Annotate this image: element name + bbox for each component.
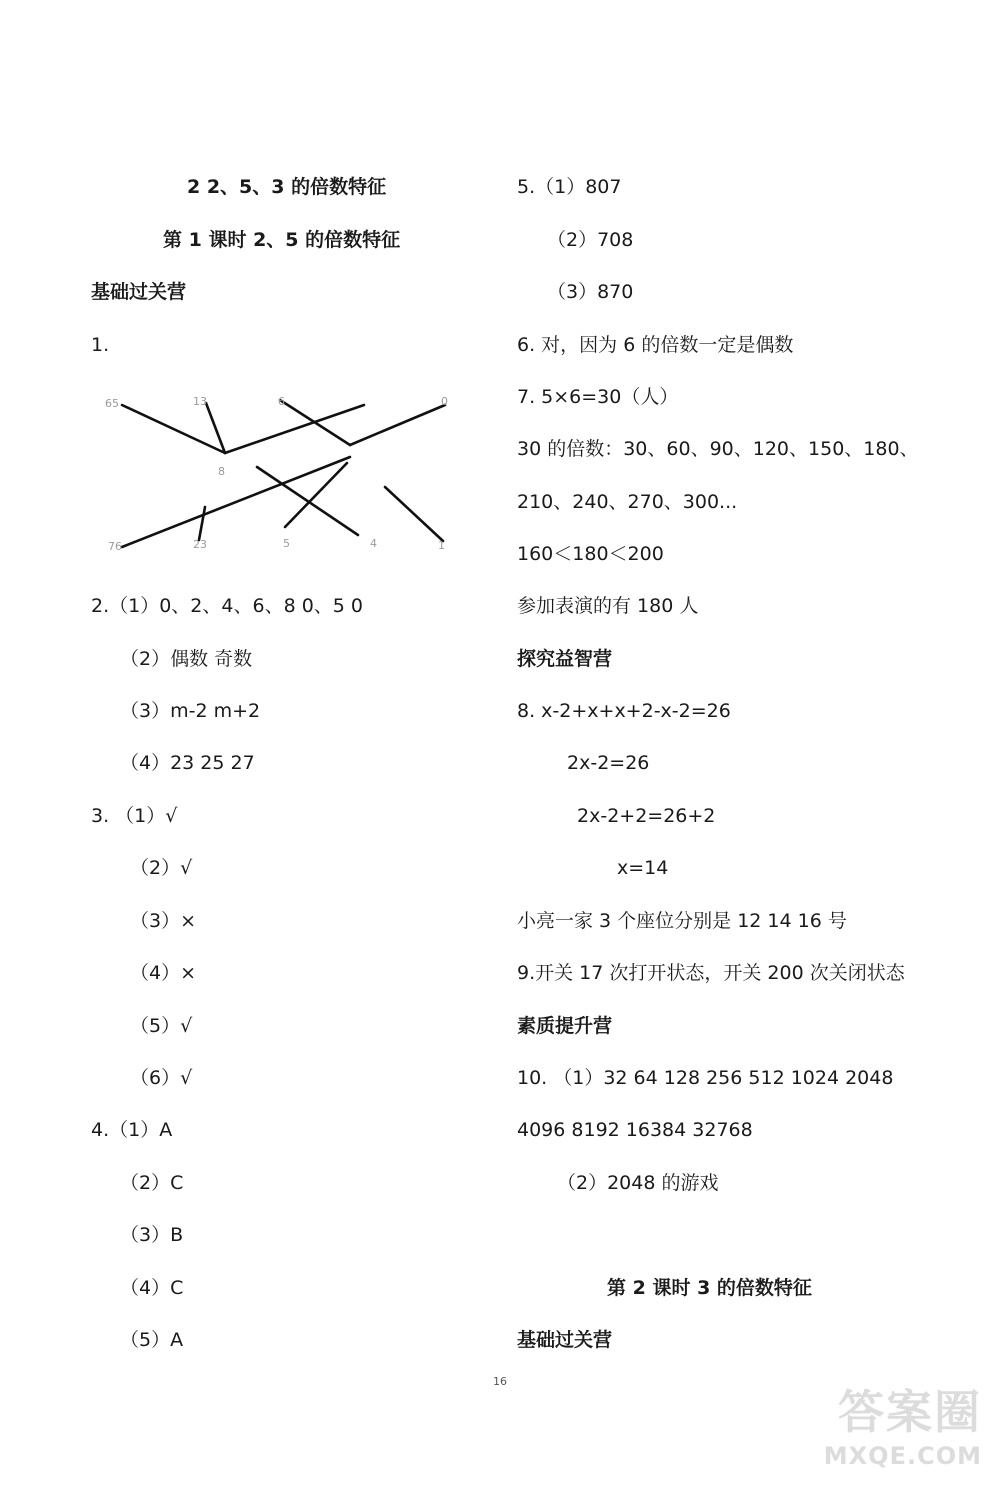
q3-line-3: （3）× [130, 910, 197, 932]
q7-line-3: 210、240、270、300... [517, 491, 738, 513]
q5-line-1: 5.（1）807 [517, 176, 622, 198]
q7-line-5: 参加表演的有 180 人 [517, 595, 699, 617]
q5-line-2: （2）708 [547, 229, 634, 251]
q2-line-2: （2）偶数 奇数 [120, 648, 253, 670]
q4-line-5: （5）A [120, 1329, 184, 1351]
diagram-label: 76 [108, 540, 122, 553]
q3-line-2: （2）√ [130, 857, 193, 879]
lesson2-title: 第 2 课时 3 的倍数特征 [607, 1277, 812, 1299]
q8-line-3: 2x-2+2=26+2 [577, 805, 716, 827]
q8-line-5: 小亮一家 3 个座位分别是 12 14 16 号 [517, 910, 847, 932]
heading-quality: 素质提升营 [517, 1015, 613, 1037]
q3-line-1: 3. （1）√ [91, 805, 178, 827]
q2-line-1: 2.（1）0、2、4、6、8 0、5 0 [91, 595, 364, 617]
q4-line-1: 4.（1）A [91, 1119, 173, 1141]
q10-line-2: 4096 8192 16384 32768 [517, 1119, 753, 1141]
watermark-text: 答案圈 [838, 1385, 982, 1439]
q2-line-4: （4）23 25 27 [120, 752, 255, 774]
q3-line-5: （5）√ [130, 1015, 193, 1037]
diagram-label: 6 [278, 395, 285, 408]
match-line [285, 463, 347, 527]
q7-line-2: 30 的倍数：30、60、90、120、150、180、 [517, 438, 919, 460]
watermark [824, 1376, 982, 1470]
q10-line-3: （2）2048 的游戏 [557, 1172, 719, 1194]
q2-line-3: （3）m-2 m+2 [120, 700, 261, 722]
diagram-label: 8 [218, 465, 225, 478]
question-1: 1. [91, 334, 110, 356]
match-line [385, 487, 443, 541]
q4-line-3: （3）B [120, 1224, 184, 1246]
q7-line-4: 160＜180＜200 [517, 543, 664, 565]
q8-line-1: 8. x-2+x+x+2-x-2=26 [517, 700, 731, 722]
section-title: 2 2、5、3 的倍数特征 [187, 176, 387, 198]
diagram-label: 23 [193, 538, 207, 551]
lesson-title: 第 1 课时 2、5 的倍数特征 [163, 229, 401, 251]
page-number: 16 [493, 1375, 507, 1388]
q8-line-2: 2x-2=26 [567, 752, 650, 774]
heading-explore: 探究益智营 [517, 648, 613, 670]
match-line [350, 405, 445, 445]
matching-diagram [100, 385, 460, 560]
match-line [225, 405, 364, 453]
q3-line-6: （6）√ [130, 1067, 193, 1089]
diagram-label: 13 [193, 395, 207, 408]
match-line [257, 467, 358, 535]
q3-line-4: （4）× [130, 962, 197, 984]
diagram-label: 4 [370, 537, 377, 550]
match-line [280, 400, 350, 445]
diagram-label: 0 [441, 395, 448, 408]
q9: 9.开关 17 次打开状态，开关 200 次关闭状态 [517, 962, 905, 984]
q8-line-4: x=14 [617, 857, 669, 879]
q5-line-3: （3）870 [547, 281, 634, 303]
heading-basic: 基础过关营 [91, 281, 187, 303]
q7-line-1: 7. 5×6=30（人） [517, 386, 679, 408]
diagram-label: 5 [283, 537, 290, 550]
q4-line-2: （2）C [120, 1172, 184, 1194]
watermark-url: MXQE.COM [823, 1442, 982, 1470]
match-line [122, 457, 350, 547]
match-line [199, 507, 205, 540]
diagram-label: 65 [105, 397, 119, 410]
diagram-label: 1 [438, 539, 445, 552]
q6: 6. 对，因为 6 的倍数一定是偶数 [517, 334, 794, 356]
q4-line-4: （4）C [120, 1277, 184, 1299]
heading-basic-2: 基础过关营 [517, 1329, 613, 1351]
q10-line-1: 10. （1）32 64 128 256 512 1024 2048 [517, 1067, 894, 1089]
